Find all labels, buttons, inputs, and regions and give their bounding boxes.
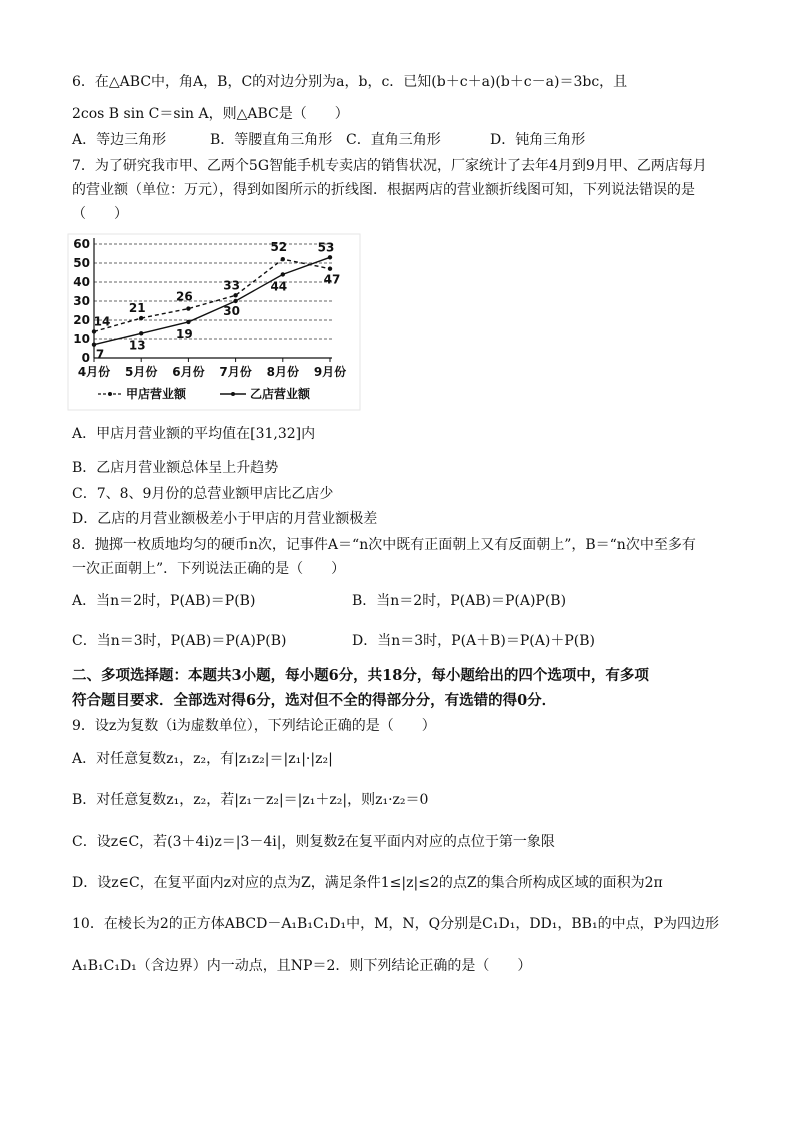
data-point: [92, 343, 96, 347]
data-point: [328, 255, 332, 259]
chart-grid: [68, 234, 360, 410]
y-tick-label: 0: [81, 351, 90, 365]
y-tick-label: 10: [73, 332, 90, 346]
q7-option-c: C．7、8、9月份的总营业额甲店比乙店少: [72, 486, 334, 502]
chart-frame: [68, 234, 360, 410]
q8-option-a: A．当n＝2时，P(AB)＝P(B): [72, 593, 256, 609]
q7-stem-line3: （ ）: [72, 206, 128, 222]
data-point: [281, 272, 285, 276]
q7-sales-line-chart: [64, 232, 364, 412]
x-tick-label: 9月份: [313, 365, 347, 379]
data-point: [186, 306, 190, 310]
y-tick-label: 50: [73, 256, 90, 270]
data-label: 52: [270, 240, 288, 255]
legend-label-yi: 乙店营业额: [250, 387, 311, 401]
data-point: [233, 293, 237, 297]
y-tick-label: 60: [73, 237, 90, 251]
q6-option-c: C．直角三角形: [346, 132, 441, 148]
q6-option-d: D．钝角三角形: [490, 132, 586, 148]
q10-stem-line1: 10．在棱长为2的正方体ABCD－A₁B₁C₁D₁中，M，N，Q分别是C₁D₁，DD₁，BB₁的中点，P为四边形: [72, 916, 719, 932]
legend-marker-jia: [108, 392, 112, 396]
x-tick-label: 7月份: [219, 365, 252, 379]
q7-option-d: D．乙店的月营业额极差小于甲店的月营业额极差: [72, 511, 378, 527]
q6-option-b: B．等腰直角三角形: [210, 132, 333, 148]
data-label: 19: [176, 326, 193, 341]
q8-stem-line1: 8．抛掷一枚质地均匀的硬币n次，记事件A＝“n次中既有正面朝上又有反面朝上”，B＝“n次中至多有: [72, 537, 696, 553]
data-label: 53: [317, 240, 335, 255]
y-tick-label: 40: [73, 275, 90, 289]
data-point: [186, 320, 190, 324]
data-label: 21: [128, 301, 146, 316]
data-label: 13: [128, 338, 146, 353]
q8-stem-line2: 一次正面朝上”．下列说法正确的是（ ）: [72, 561, 346, 577]
x-tick-label: 5月份: [125, 365, 158, 379]
q6-option-a: A．等边三角形: [72, 132, 167, 148]
data-point: [139, 331, 143, 335]
data-label: 14: [93, 314, 111, 329]
q7-stem-line1: 7．为了研究我市甲、乙两个5G智能手机专卖店的销售状况，厂家统计了去年4月到9月甲、乙两店每月: [72, 158, 707, 174]
data-point: [233, 299, 237, 303]
q10-stem-line2: A₁B₁C₁D₁（含边界）内一动点，且NP＝2．则下列结论正确的是（ ）: [72, 958, 532, 974]
q6-stem-line1: 6．在△ABC中，角A，B，C的对边分别为a，b，c．已知(b＋c＋a)(b＋c－a)＝3bc，且: [72, 74, 628, 90]
legend-marker-yi: [231, 392, 235, 396]
data-point: [281, 257, 285, 261]
data-label: 47: [323, 272, 341, 287]
y-tick-label: 20: [73, 313, 90, 327]
x-tick-label: 8月份: [266, 365, 299, 379]
data-point: [92, 329, 96, 333]
data-point: [139, 316, 143, 320]
y-tick-label: 30: [73, 294, 90, 308]
data-label: 7: [95, 347, 105, 362]
data-label: 30: [223, 304, 240, 318]
x-tick-label: 6月份: [172, 365, 205, 379]
q9-option-b: B．对任意复数z₁，z₂，若|z₁－z₂|＝|z₁＋z₂|，则z₁·z₂＝0: [72, 792, 429, 808]
q9-option-c: C．设z∈C，若(3＋4i)z＝|3－4i|，则复数z̄在复平面内对应的点位于第一象限: [72, 834, 555, 850]
section2-heading-line2: 符合题目要求．全部选对得6分，选对但不全的得部分分，有选错的得0分．: [72, 692, 557, 709]
section2-heading-line1: 二、多项选择题：本题共3小题，每小题6分，共18分，每小题给出的四个选项中，有多项: [72, 667, 649, 684]
q9-option-d: D．设z∈C，在复平面内z对应的点为Z，满足条件1≤|z|≤2的点Z的集合所构成区域的面积为2π: [72, 875, 663, 891]
q9-option-a: A．对任意复数z₁，z₂，有|z₁z₂|＝|z₁|·|z₂|: [72, 751, 333, 767]
data-label: 26: [176, 289, 193, 304]
q6-stem-line2: 2cos B sin C＝sin A，则△ABC是（ ）: [72, 106, 349, 122]
q7-option-a: A．甲店月营业额的平均值在[31,32]内: [72, 426, 316, 442]
q7-option-b: B．乙店月营业额总体呈上升趋势: [72, 460, 279, 476]
legend-label-jia: 甲店营业额: [126, 387, 187, 401]
q9-stem: 9．设z为复数（i为虚数单位），下列结论正确的是（ ）: [72, 718, 436, 734]
q8-option-c: C．当n＝3时，P(AB)＝P(A)P(B): [72, 633, 287, 649]
data-label: 33: [223, 278, 240, 293]
q8-option-b: B．当n＝2时，P(AB)＝P(A)P(B): [352, 593, 567, 609]
data-label: 44: [270, 279, 288, 294]
q7-stem-line2: 的营业额（单位：万元），得到如图所示的折线图．根据两店的营业额折线图可知，下列说法错误的是: [72, 182, 695, 198]
data-point: [328, 267, 332, 271]
q8-option-d: D．当n＝3时，P(A＋B)＝P(A)＋P(B): [352, 633, 595, 649]
x-tick-label: 4月份: [77, 365, 111, 379]
